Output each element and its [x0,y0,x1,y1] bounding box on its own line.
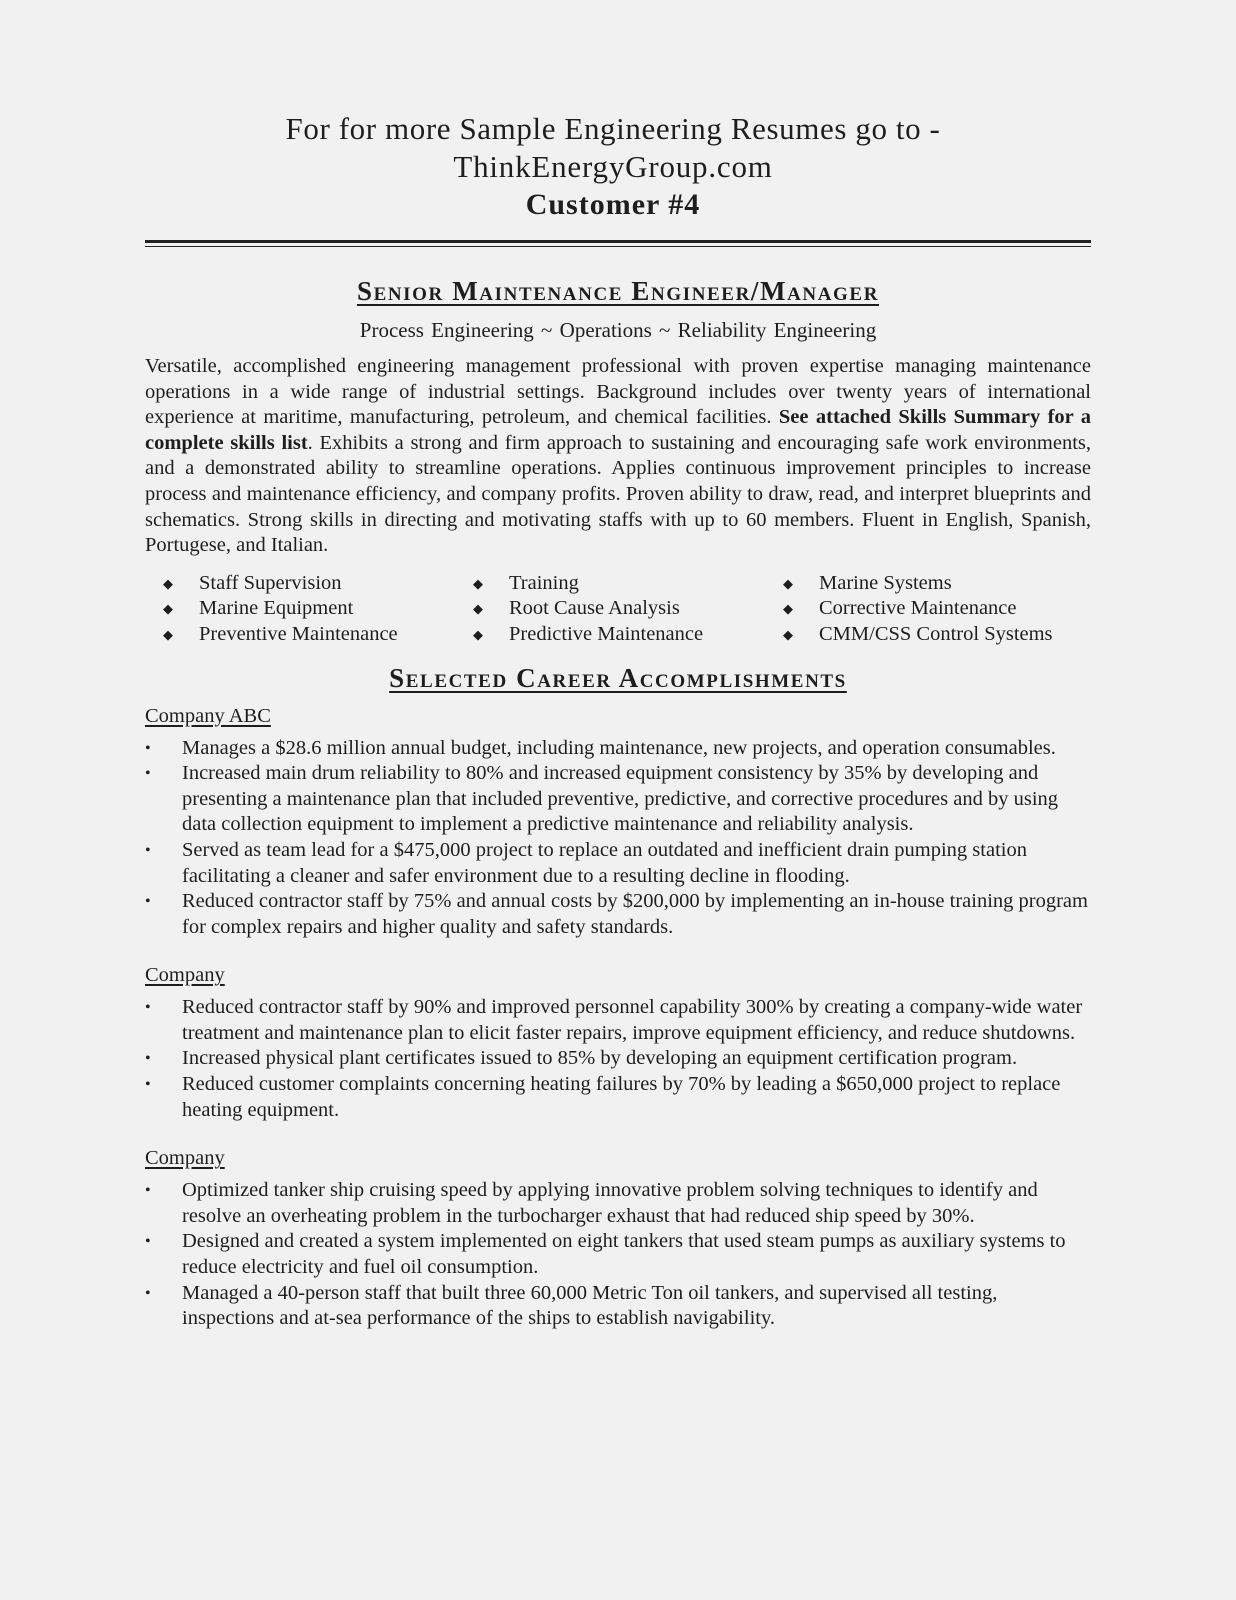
diamond-bullet-icon: ◆ [783,601,793,617]
bullet-icon: • [145,1050,151,1068]
bullet-icon: • [145,893,151,911]
list-item: • Reduced contractor staff by 75% and annual costs by $200,000 by implementing an in-house training program for complex repairs and higher quality and safety standards. [145,889,1091,940]
skills-grid [163,571,1091,648]
list-item: • Increased physical plant certificates issued to 85% by developing an equipment certification program. [145,1046,1091,1072]
bullet-icon: • [145,1182,151,1200]
accomplishment-list [145,995,1091,1123]
skill-item: ◆ Preventive Maintenance [163,622,473,648]
company-name: Company ABC [145,704,271,727]
list-item: • Optimized tanker ship cruising speed by applying innovative problem solving techniques to identify and resolve an overheating problem in the turbocharger exhaust that had reduced ship speed by 30%. [145,1178,1091,1229]
summary-bold-note: See attached Skills Summary for a complete skills list [145,406,1092,454]
diamond-bullet-icon: ◆ [163,601,173,617]
skill-item: ◆ Corrective Maintenance [783,596,1103,622]
resume-title: Senior Maintenance Engineer/Manager [356,276,880,306]
header-website: ThinkEnergyGroup.com [453,149,773,184]
diamond-bullet-icon: ◆ [163,626,173,642]
header-promo-line: For for more Sample Engineering Resumes go to - [285,111,941,146]
diamond-bullet-icon: ◆ [783,626,793,642]
bullet-icon: • [145,739,151,757]
company-name: Company [145,1147,225,1170]
double-rule-divider [145,240,1091,247]
diamond-bullet-icon: ◆ [783,575,793,591]
skill-item: ◆ Staff Supervision [163,571,473,597]
resume-page [145,110,1091,1332]
list-item: • Served as team lead for a $475,000 project to replace an outdated and inefficient drain pumping station facilitating a cleaner and safer environment due to a resulting decline in flooding. [145,838,1091,889]
accomplishment-list [145,736,1091,941]
company-name: Company [145,964,225,987]
skill-item: ◆ CMM/CSS Control Systems [783,622,1103,648]
bullet-icon: • [145,1076,151,1094]
bullet-icon: • [145,999,151,1017]
bullet-icon: • [145,841,151,859]
header-customer: Customer #4 [525,188,701,221]
accomplishment-list [145,1178,1091,1332]
bullet-icon: • [145,765,151,783]
skill-item: ◆ Predictive Maintenance [473,622,783,648]
skill-item: ◆ Marine Systems [783,571,1103,597]
list-item: • Managed a 40-person staff that built three 60,000 Metric Ton oil tankers, and supervised all testing, inspections and at-sea performance of the ships to establish navigability. [145,1281,1091,1332]
header [135,110,1091,224]
diamond-bullet-icon: ◆ [163,575,173,591]
list-item: • Reduced customer complaints concerning heating failures by 70% by leading a $650,000 project to replace heating equipment. [145,1072,1091,1123]
summary-paragraph: Versatile, accomplished engineering management professional with proven expertise managing maintenance operations in a wide range of industrial settings. Background includes over twenty years of international experience at maritime, manufacturing, petroleum, and chemical facilities. See attached Skills Summary for a complete skills list. Exhibits a strong and firm approach to sustaining and encouraging safe work environments, and a demonstrated ability to streamline operations. Applies continuous improvement principles to increase process and maintenance efficiency, and company profits. Proven ability to draw, read, and interpret blueprints and schematics. Strong skills in directing and motivating staffs with up to 60 members. Fluent in English, Spanish, Portugese, and Italian. [145,355,1092,557]
skill-item: ◆ Marine Equipment [163,596,473,622]
diamond-bullet-icon: ◆ [473,601,483,617]
diamond-bullet-icon: ◆ [473,626,483,642]
diamond-bullet-icon: ◆ [473,575,483,591]
bullet-icon: • [145,1233,151,1251]
bullet-icon: • [145,1284,151,1302]
list-item: • Reduced contractor staff by 90% and improved personnel capability 300% by creating a company-wide water treatment and maintenance plan to elicit faster repairs, improve equipment efficiency, and reduce shutdowns. [145,995,1091,1046]
skill-item: ◆ Training [473,571,783,597]
list-item: • Designed and created a system implemented on eight tankers that used steam pumps as auxiliary systems to reduce electricity and fuel oil consumption. [145,1229,1091,1280]
list-item: • Manages a $28.6 million annual budget, including maintenance, new projects, and operation consumables. [145,736,1091,762]
list-item: • Increased main drum reliability to 80% and increased equipment consistency by 35% by developing and presenting a maintenance plan that included preventive, predictive, and corrective procedures and by using data collection equipment to implement a predictive maintenance and reliability analysis. [145,761,1091,838]
skill-item: ◆ Root Cause Analysis [473,596,783,622]
resume-subtitle: Process Engineering ~ Operations ~ Reliability Engineering [359,318,877,342]
accomplishments-heading: Selected Career Accomplishments [389,662,847,693]
